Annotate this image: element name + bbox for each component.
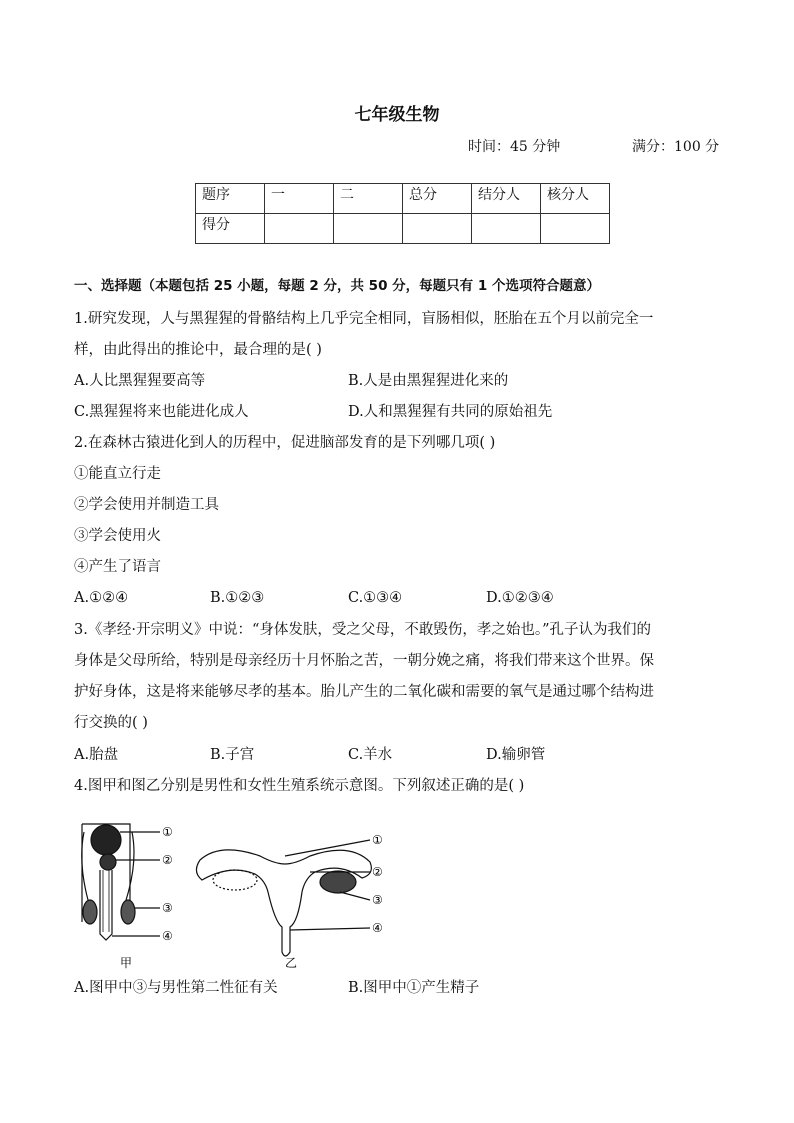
q3-option-b[interactable]: B.子宫	[210, 747, 255, 763]
table-row	[196, 184, 610, 214]
yi-mark-1: ①	[372, 833, 383, 847]
jia-mark-2: ②	[162, 853, 173, 867]
score-input-cell[interactable]	[334, 214, 403, 244]
q4-option-a[interactable]: A.图甲中③与男性第二性征有关	[74, 980, 278, 996]
q3-option-c[interactable]: C.羊水	[348, 747, 393, 763]
q1-option-c[interactable]: C.黑猩猩将来也能进化成人	[74, 404, 249, 420]
q2-item-3: ③学会使用火	[74, 528, 161, 544]
yi-label: 乙	[285, 956, 298, 970]
score-input-cell[interactable]	[472, 214, 541, 244]
q1-stem-line2: 样，由此得出的推论中，最合理的是( )	[74, 342, 322, 358]
section-heading: 一、选择题（本题包括 25 小题，每题 2 分，共 50 分，每题只有 1 个选项符合题意）	[74, 278, 600, 294]
q3-stem-line2: 身体是父母所给，特别是母亲经历十月怀胎之苦，一朝分娩之痛，将我们带来这个世界。保	[74, 653, 654, 669]
q3-option-d[interactable]: D.输卵管	[486, 747, 546, 763]
yi-mark-2: ②	[372, 865, 383, 879]
jia-label: 甲	[120, 956, 133, 970]
yi-mark-3: ③	[372, 893, 383, 907]
q1-stem-line1: 1.研究发现，人与黑猩猩的骨骼结构上几乎完全相同，盲肠相似，胚胎在五个月以前完全一	[74, 311, 654, 327]
q1-option-b[interactable]: B.人是由黑猩猩进化来的	[348, 373, 509, 389]
q1-option-d[interactable]: D.人和黑猩猩有共同的原始祖先	[348, 404, 553, 420]
table-cell: 结分人	[472, 184, 541, 214]
page-title: 七年级生物	[354, 105, 440, 125]
jia-mark-4: ④	[162, 929, 173, 943]
score-input-cell[interactable]	[541, 214, 610, 244]
q2-option-b[interactable]: B.①②③	[210, 590, 265, 606]
table-row	[196, 214, 610, 244]
q2-item-2: ②学会使用并制造工具	[74, 497, 219, 513]
q2-option-d[interactable]: D.①②③④	[486, 590, 554, 606]
jia-mark-3: ③	[162, 901, 173, 915]
score-input-cell[interactable]	[265, 214, 334, 244]
table-cell: 得分	[196, 214, 265, 244]
q2-option-c[interactable]: C.①③④	[348, 590, 403, 606]
exam-time: 时间：45 分钟	[468, 139, 561, 155]
score-table	[195, 183, 610, 244]
q4-option-b[interactable]: B.图甲中①产生精子	[348, 980, 480, 996]
male-reproductive-diagram	[82, 824, 160, 940]
female-reproductive-diagram	[196, 840, 371, 956]
jia-mark-1: ①	[162, 825, 173, 839]
score-input-cell[interactable]	[403, 214, 472, 244]
q3-stem-line4: 行交换的( )	[74, 715, 148, 731]
table-cell: 核分人	[541, 184, 610, 214]
table-cell: 二	[334, 184, 403, 214]
full-score: 满分：100 分	[632, 139, 720, 155]
q2-option-a[interactable]: A.①②④	[74, 590, 129, 606]
table-cell: 总分	[403, 184, 472, 214]
reproductive-system-figure	[70, 812, 410, 972]
q3-stem-line1: 3.《孝经·开宗明义》中说：“身体发肤，受之父母，不敢毁伤，孝之始也。”孔子认为我们的	[74, 622, 652, 638]
q1-option-a[interactable]: A.人比黑猩猩要高等	[74, 373, 206, 389]
q3-option-a[interactable]: A.胎盘	[74, 747, 119, 763]
q2-item-1: ①能直立行走	[74, 466, 161, 482]
q2-stem: 2.在森林古猿进化到人的历程中，促进脑部发育的是下列哪几项( )	[74, 435, 496, 451]
q2-item-4: ④产生了语言	[74, 559, 161, 575]
q3-stem-line3: 护好身体，这是将来能够尽孝的基本。胎儿产生的二氧化碳和需要的氧气是通过哪个结构进	[74, 684, 654, 700]
yi-mark-4: ④	[372, 921, 383, 935]
table-cell: 题序	[196, 184, 265, 214]
q4-stem: 4.图甲和图乙分别是男性和女性生殖系统示意图。下列叙述正确的是( )	[74, 778, 525, 794]
table-cell: 一	[265, 184, 334, 214]
